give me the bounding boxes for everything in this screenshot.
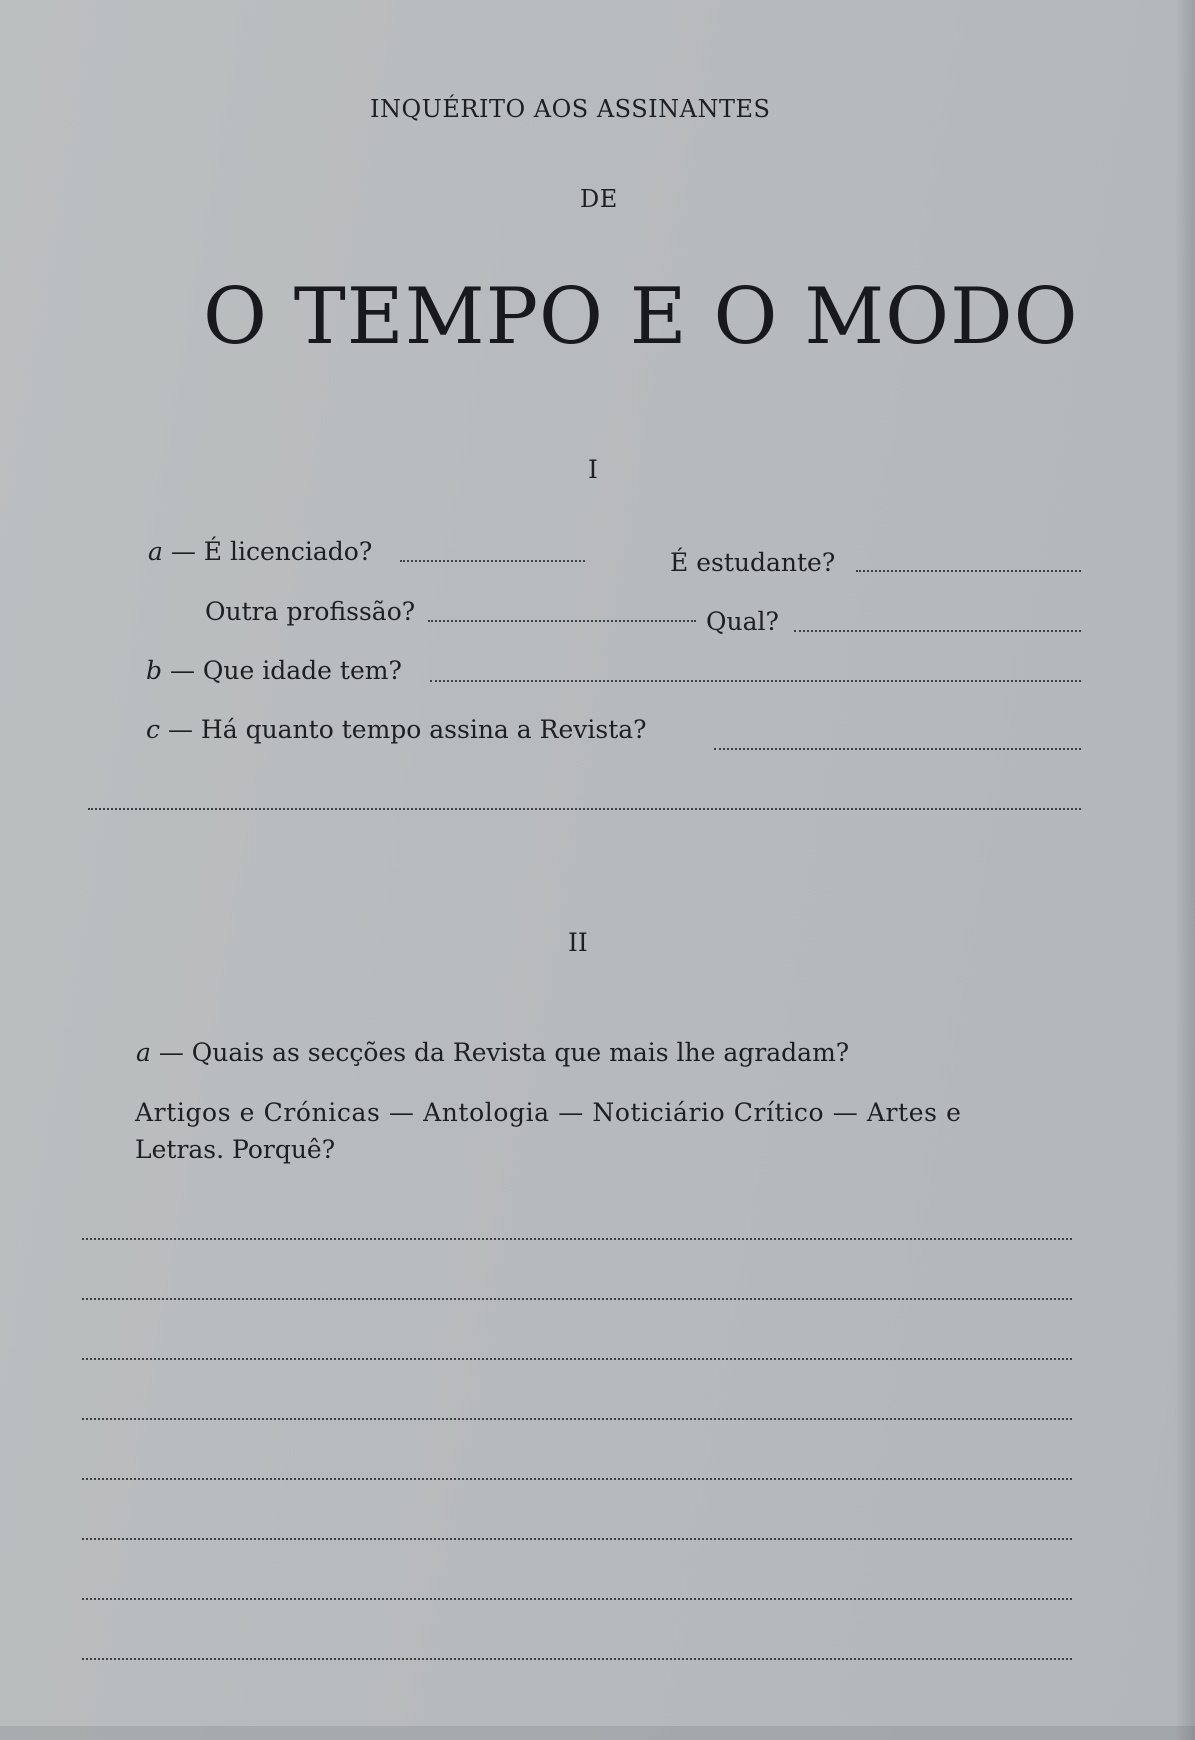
answer-line-4[interactable] xyxy=(82,1418,1072,1420)
page-bottom-edge xyxy=(0,1726,1195,1740)
answer-line-7[interactable] xyxy=(82,1598,1072,1600)
answer-line-1[interactable] xyxy=(82,1238,1072,1240)
question-letter-a: a xyxy=(148,537,163,566)
question-c-subscription xyxy=(146,715,647,744)
question-a-licenciado xyxy=(148,537,372,566)
question-a-which: Qual? xyxy=(706,607,779,636)
answer-field-student[interactable] xyxy=(856,570,1081,572)
answer-line-8[interactable] xyxy=(82,1658,1072,1660)
survey-heading-de: DE xyxy=(580,185,618,213)
answer-field-profession[interactable] xyxy=(428,620,696,622)
answer-line-6[interactable] xyxy=(82,1538,1072,1540)
question-b-age xyxy=(146,656,402,685)
sections-list-line1: Artigos e Crónicas — Antologia — Noticiário Crítico — Artes e xyxy=(135,1098,962,1127)
answer-line-subscription[interactable] xyxy=(88,808,1081,810)
question-letter-c: c xyxy=(146,715,161,744)
question-b-text: — Que idade tem? xyxy=(169,656,402,685)
answer-line-2[interactable] xyxy=(82,1298,1072,1300)
answer-field-subscription[interactable] xyxy=(714,748,1081,750)
question-c-text: — Há quanto tempo assina a Revista? xyxy=(167,715,647,744)
section-numeral-i: I xyxy=(588,455,598,484)
answer-line-5[interactable] xyxy=(82,1478,1072,1480)
question-letter-a-ii: a xyxy=(136,1038,151,1067)
answer-field-licenciado[interactable] xyxy=(400,560,585,562)
question-letter-b: b xyxy=(146,656,163,685)
sections-list-line2: Letras. Porquê? xyxy=(135,1135,336,1164)
question-sections-text: — Quais as secções da Revista que mais lhe agradam? xyxy=(158,1038,850,1067)
answer-field-which[interactable] xyxy=(794,630,1081,632)
question-a-other-profession: Outra profissão? xyxy=(205,597,416,626)
answer-field-age[interactable] xyxy=(430,680,1081,682)
question-a-text: — É licenciado? xyxy=(170,537,373,566)
section-numeral-ii: II xyxy=(568,928,588,957)
page-edge-shadow xyxy=(1175,0,1195,1740)
question-a-student: É estudante? xyxy=(670,548,836,577)
answer-line-3[interactable] xyxy=(82,1358,1072,1360)
question-sections xyxy=(136,1038,849,1067)
magazine-title: O TEMPO E O MODO xyxy=(203,272,1079,362)
survey-heading: INQUÉRITO AOS ASSINANTES xyxy=(370,95,771,123)
